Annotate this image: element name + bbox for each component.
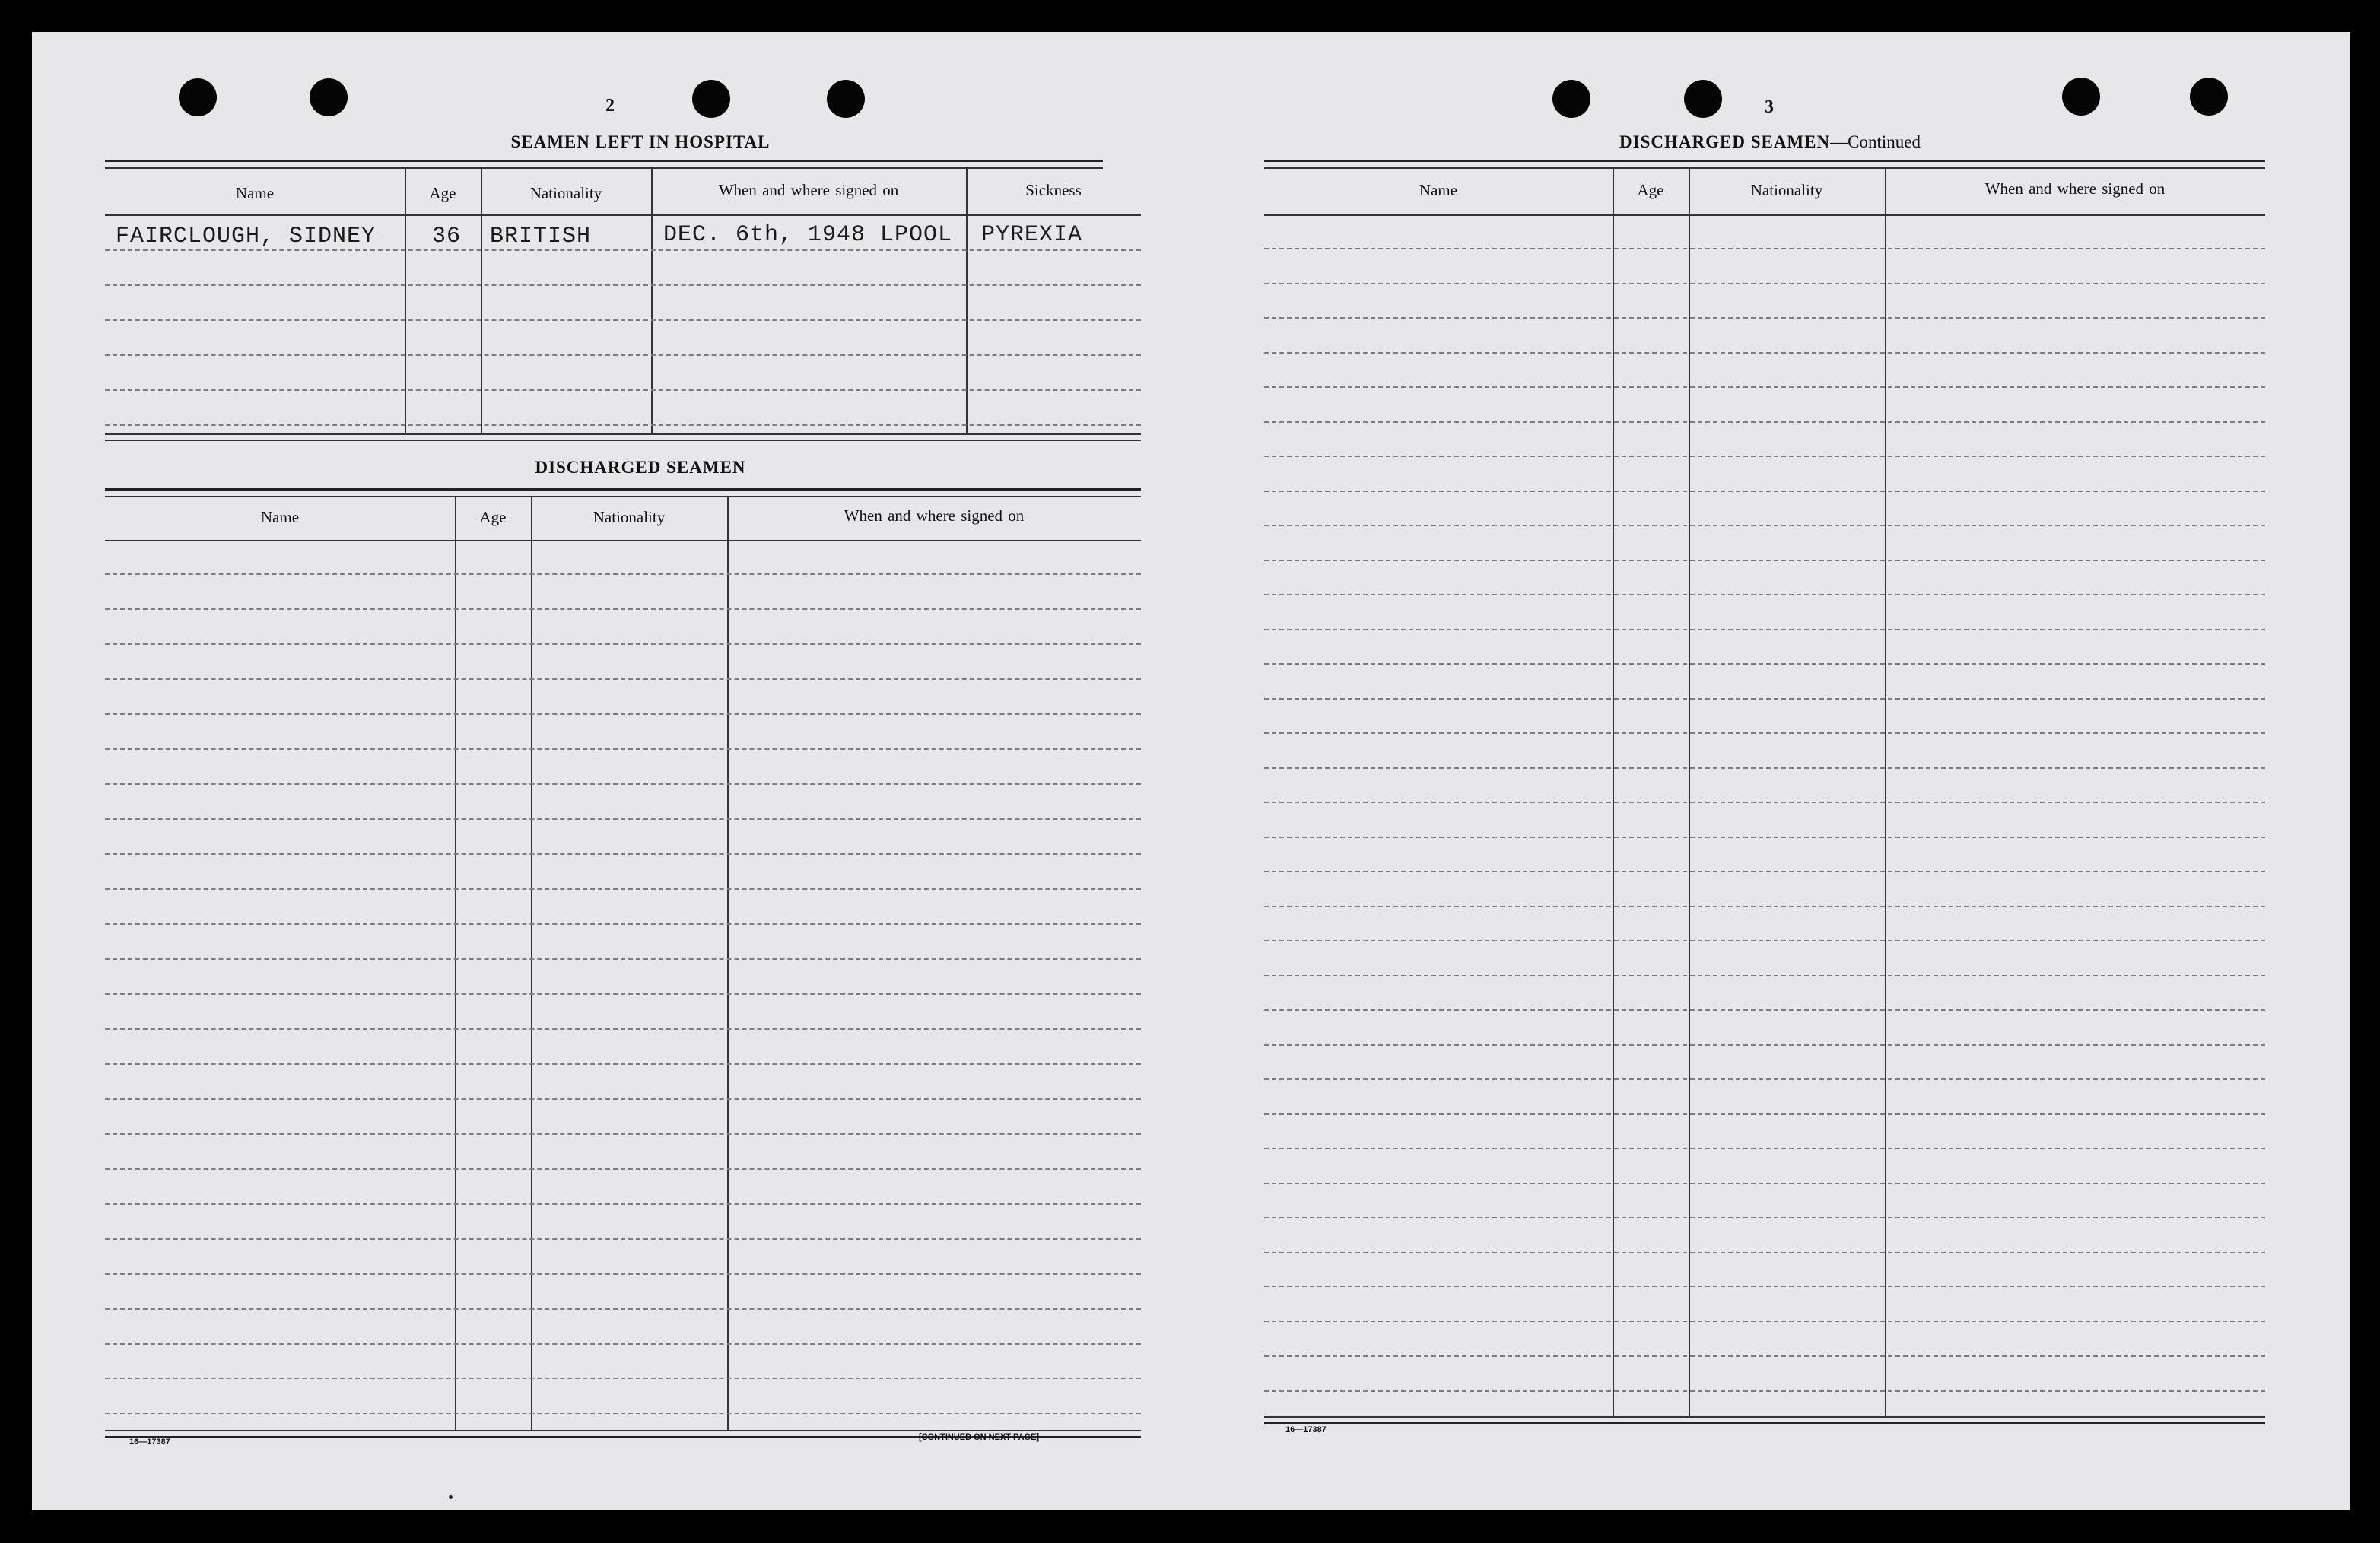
discharged-section-title: DISCHARGED SEAMEN bbox=[535, 458, 746, 477]
punch-hole-icon bbox=[310, 78, 348, 116]
row-ruling-line bbox=[1264, 491, 2265, 492]
row-ruling-line bbox=[105, 1343, 1141, 1345]
column-divider bbox=[481, 169, 482, 433]
column-header-age: Age bbox=[1637, 181, 1664, 199]
row-ruling-line bbox=[1264, 698, 2265, 700]
column-header-signed-on: When and where signed on bbox=[1984, 179, 2166, 198]
row-ruling-line bbox=[1264, 594, 2265, 595]
table-rule bbox=[105, 496, 1141, 497]
column-divider bbox=[531, 497, 532, 1430]
entry-nationality: BRITISH bbox=[490, 224, 592, 249]
table-bottom-rule bbox=[1264, 1422, 2265, 1424]
punch-hole-icon bbox=[1684, 80, 1722, 118]
row-ruling-line bbox=[105, 354, 1141, 356]
row-ruling-line bbox=[105, 1063, 1141, 1065]
row-ruling-line bbox=[1264, 352, 2265, 354]
column-header-nationality: Nationality bbox=[529, 184, 602, 202]
entry-name: FAIRCLOUGH, SIDNEY bbox=[116, 224, 377, 249]
row-ruling-line bbox=[1264, 663, 2265, 665]
row-ruling-line bbox=[105, 1168, 1141, 1170]
table-bottom-rule bbox=[1264, 1416, 2265, 1418]
row-ruling-line bbox=[105, 249, 1141, 251]
row-ruling-line bbox=[105, 1413, 1141, 1414]
row-ruling-line bbox=[1264, 1113, 2265, 1115]
row-ruling-line bbox=[1264, 1009, 2265, 1011]
column-header-name: Name bbox=[235, 184, 275, 202]
column-header-age: Age bbox=[479, 508, 507, 526]
column-divider bbox=[1689, 169, 1690, 1416]
ink-speck bbox=[449, 1495, 453, 1499]
row-ruling-line bbox=[1264, 1252, 2265, 1253]
row-ruling-line bbox=[1264, 1321, 2265, 1322]
row-ruling-line bbox=[105, 923, 1141, 925]
punch-hole-icon bbox=[1552, 80, 1590, 118]
row-ruling-line bbox=[1264, 802, 2265, 803]
row-ruling-line bbox=[105, 853, 1141, 855]
column-header-signed-on: When and where signed on bbox=[718, 181, 899, 199]
form-number: 16—17387 bbox=[129, 1437, 170, 1446]
punch-hole-icon bbox=[179, 78, 217, 116]
row-ruling-line bbox=[1264, 525, 2265, 526]
row-ruling-line bbox=[105, 643, 1141, 645]
column-header-sickness: Sickness bbox=[1025, 181, 1082, 199]
punch-hole-icon bbox=[2190, 78, 2228, 116]
column-divider bbox=[1885, 169, 1886, 1416]
table-header-rule bbox=[105, 540, 1141, 541]
column-header-nationality: Nationality bbox=[1750, 181, 1823, 199]
row-ruling-line bbox=[105, 783, 1141, 785]
row-ruling-line bbox=[1264, 386, 2265, 388]
table-rule bbox=[1264, 167, 2265, 169]
column-divider bbox=[1613, 169, 1614, 1416]
row-ruling-line bbox=[105, 389, 1141, 391]
row-ruling-line bbox=[105, 1308, 1141, 1310]
row-ruling-line bbox=[1264, 1044, 2265, 1046]
column-header-nationality: Nationality bbox=[593, 508, 666, 526]
row-ruling-line bbox=[105, 1238, 1141, 1240]
row-ruling-line bbox=[1264, 975, 2265, 976]
row-ruling-line bbox=[105, 284, 1141, 286]
row-ruling-line bbox=[1264, 283, 2265, 284]
title-main: DISCHARGED SEAMEN bbox=[1619, 132, 1831, 151]
page-number: 2 bbox=[605, 96, 615, 116]
row-ruling-line bbox=[1264, 906, 2265, 907]
row-ruling-line bbox=[1264, 1355, 2265, 1357]
continued-note: [CONTINUED ON NEXT PAGE] bbox=[919, 1433, 1040, 1442]
row-ruling-line bbox=[105, 713, 1141, 715]
table-rule bbox=[105, 167, 1103, 169]
punch-hole-icon bbox=[827, 80, 865, 118]
row-ruling-line bbox=[1264, 456, 2265, 457]
table-bottom-rule bbox=[105, 1430, 1141, 1431]
row-ruling-line bbox=[105, 1098, 1141, 1100]
column-header-name: Name bbox=[1419, 181, 1458, 199]
form-number: 16—17387 bbox=[1285, 1425, 1327, 1434]
row-ruling-line bbox=[105, 319, 1141, 321]
row-ruling-line bbox=[1264, 767, 2265, 769]
row-ruling-line bbox=[105, 1133, 1141, 1135]
row-ruling-line bbox=[1264, 871, 2265, 872]
hospital-section-title: SEAMEN LEFT IN HOSPITAL bbox=[510, 132, 771, 151]
entry-sickness: PYREXIA bbox=[981, 222, 1083, 248]
row-ruling-line bbox=[1264, 629, 2265, 630]
row-ruling-line bbox=[105, 1028, 1141, 1030]
row-ruling-line bbox=[105, 573, 1141, 575]
row-ruling-line bbox=[105, 1203, 1141, 1205]
row-ruling-line bbox=[1264, 732, 2265, 734]
page-number: 3 bbox=[1765, 97, 1774, 117]
row-ruling-line bbox=[105, 958, 1141, 960]
row-ruling-line bbox=[1264, 940, 2265, 941]
table-top-rule bbox=[1264, 160, 2265, 162]
manifest-sheet bbox=[32, 32, 2350, 1510]
row-ruling-line bbox=[1264, 1286, 2265, 1287]
column-header-name: Name bbox=[260, 508, 300, 526]
row-ruling-line bbox=[105, 1378, 1141, 1379]
table-header-rule bbox=[105, 214, 1141, 216]
column-divider bbox=[966, 169, 968, 433]
punch-hole-icon bbox=[692, 80, 730, 118]
row-ruling-line bbox=[1264, 1148, 2265, 1149]
entry-age: 36 bbox=[432, 224, 462, 249]
row-ruling-line bbox=[105, 748, 1141, 750]
row-ruling-line bbox=[105, 678, 1141, 680]
table-top-rule bbox=[105, 160, 1103, 162]
row-ruling-line bbox=[1264, 837, 2265, 838]
table-bottom-rule bbox=[105, 433, 1141, 435]
row-ruling-line bbox=[105, 993, 1141, 995]
punch-hole-icon bbox=[2062, 78, 2100, 116]
row-ruling-line bbox=[1264, 1078, 2265, 1080]
row-ruling-line bbox=[1264, 1390, 2265, 1392]
row-ruling-line bbox=[1264, 317, 2265, 319]
row-ruling-line bbox=[1264, 421, 2265, 423]
entry-signed-on: DEC. 6th, 1948 LPOOL bbox=[663, 222, 953, 248]
column-header-signed-on: When and where signed on bbox=[844, 506, 1025, 525]
column-divider bbox=[727, 497, 729, 1430]
row-ruling-line bbox=[105, 888, 1141, 890]
row-ruling-line bbox=[1264, 248, 2265, 249]
row-ruling-line bbox=[1264, 1183, 2265, 1184]
row-ruling-line bbox=[105, 1273, 1141, 1275]
title-suffix: —Continued bbox=[1830, 132, 1921, 151]
row-ruling-line bbox=[1264, 1217, 2265, 1218]
table-header-rule bbox=[1264, 214, 2265, 216]
row-ruling-line bbox=[105, 608, 1141, 610]
column-divider bbox=[455, 497, 456, 1430]
row-ruling-line bbox=[105, 424, 1141, 426]
column-divider bbox=[651, 169, 653, 433]
row-ruling-line bbox=[1264, 560, 2265, 561]
column-divider bbox=[405, 169, 406, 433]
column-header-age: Age bbox=[429, 184, 456, 202]
discharged-continued-title bbox=[1462, 132, 2078, 152]
table-top-rule bbox=[105, 488, 1141, 491]
table-bottom-rule bbox=[105, 440, 1141, 441]
row-ruling-line bbox=[105, 818, 1141, 820]
